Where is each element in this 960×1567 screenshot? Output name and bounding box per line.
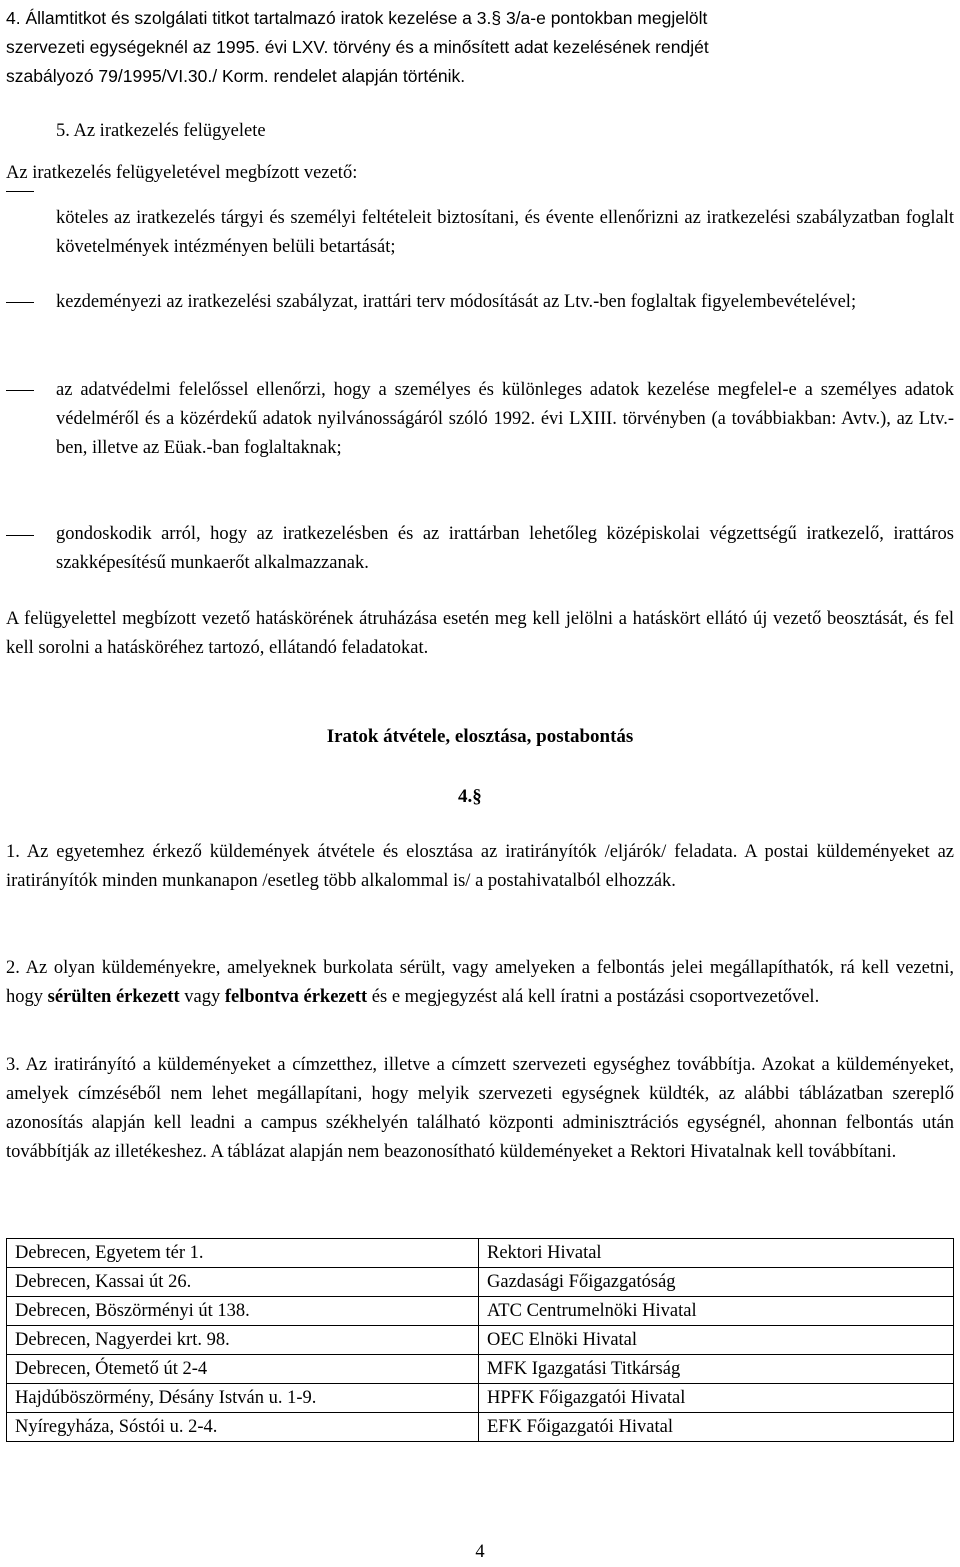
paragraph-4-line-2: szervezeti egységeknél az 1995. évi LXV. törvény és a minősített adat kezelésének rendjét	[6, 37, 709, 57]
table-cell-address: Debrecen, Kassai út 26.	[7, 1268, 479, 1297]
table-cell-office: Gazdasági Főigazgatóság	[479, 1268, 954, 1297]
table-cell-office: ATC Centrumelnöki Hivatal	[479, 1297, 954, 1326]
emphasis-opened: felbontva érkezett	[224, 987, 368, 1007]
page-number: 4	[475, 1542, 485, 1562]
list-item: köteles az iratkezelés tárgyi és személyi feltételeit biztosítani, és évente ellenőrizni az iratkezelési szabályzatban foglalt követelmények intézményen belüli betartását;	[56, 208, 954, 257]
table-cell-address: Debrecen, Egyetem tér 1.	[7, 1239, 479, 1268]
bullet-dash	[6, 390, 34, 391]
paragraph-2-text: és e megjegyzést alá kell íratni a postázási csoportvezetővel.	[367, 987, 820, 1007]
table-cell-address: Debrecen, Ótemető út 2-4	[7, 1355, 479, 1384]
paragraph-2-text: vagy	[179, 987, 225, 1007]
list-item: gondoskodik arról, hogy az iratkezelésben és az irattárban lehetőleg középiskolai végzettségű iratkezelő, irattáros szakképesítésű munkaerőt alkalmazzanak.	[56, 524, 954, 573]
list-item: kezdeményezi az iratkezelési szabályzat, irattári terv módosítását az Ltv.-ben foglaltak figyelembevételével;	[56, 292, 857, 312]
paragraph-1: 1. Az egyetemhez érkező küldemények átvétele és elosztása az iratirányítók /eljárók/ feladata. A postai küldeményeket az iratirányítók minden munkanapon /esetleg több alkalommal is/ a postahivatalból elhozzák.	[6, 842, 954, 891]
address-office-table	[6, 1238, 954, 1442]
table-cell-address: Nyíregyháza, Sóstói u. 2-4.	[7, 1413, 479, 1442]
table-cell-address: Debrecen, Nagyerdei krt. 98.	[7, 1326, 479, 1355]
table-cell-office: MFK Igazgatási Titkárság	[479, 1355, 954, 1384]
paragraph-2	[6, 954, 954, 1012]
table-cell-address: Hajdúböszörmény, Désány István u. 1-9.	[7, 1384, 479, 1413]
table-cell-office: EFK Főigazgatói Hivatal	[479, 1413, 954, 1442]
section-5-title: 5. Az iratkezelés felügyelete	[56, 121, 266, 141]
section-heading: Iratok átvétele, elosztása, postabontás	[326, 726, 634, 747]
section-number: 4.§	[458, 786, 482, 807]
table-row	[7, 1384, 954, 1413]
table-cell-office: Rektori Hivatal	[479, 1239, 954, 1268]
list-item: az adatvédelmi felelőssel ellenőrzi, hogy a személyes és különleges adatok kezelése megfelel-e a személyes adatok védelméről és a közérdekű adatok nyilvánosságáról szóló 1992. évi LXIII. törvényben (a továbbiakban: Avtv.), az Ltv.-ben, illetve az Eüak.-ban foglaltaknak;	[56, 380, 954, 458]
table-cell-office: HPFK Főigazgatói Hivatal	[479, 1384, 954, 1413]
table-row	[7, 1268, 954, 1297]
table-row	[7, 1326, 954, 1355]
bullet-dash	[6, 535, 34, 536]
table-row	[7, 1355, 954, 1384]
table-row	[7, 1297, 954, 1326]
paragraph-4-line-3: szabályozó 79/1995/VI.30./ Korm. rendelet alapján történik.	[6, 66, 466, 86]
table-cell-address: Debrecen, Böszörményi út 138.	[7, 1297, 479, 1326]
paragraph-2-text: 2. Az olyan küldeményekre, amelyeknek burkolata sérült, vagy amelyeken a felbontás jelei megállapíthatók, rá kell vezetni, hogy	[6, 958, 954, 1007]
bullet-dash	[6, 302, 34, 303]
bullet-dash	[6, 191, 34, 192]
section-5-closing: A felügyelettel megbízott vezető hatáskörének átruházása esetén meg kell jelölni a hatáskört ellátó új vezető beosztását, és fel kell sorolni a hatásköréhez tartozó, ellátandó feladatokat.	[6, 609, 954, 658]
paragraph-4-line-1: 4. Államtitkot és szolgálati titkot tartalmazó iratok kezelése a 3.§ 3/a-e pontokban megjelölt	[6, 8, 708, 28]
emphasis-damaged: sérülten érkezett	[47, 987, 180, 1007]
section-5-intro: Az iratkezelés felügyeletével megbízott vezető:	[6, 163, 358, 183]
paragraph-3: 3. Az iratirányító a küldeményeket a címzetthez, illetve a címzett szervezeti egységhez továbbítja. Azokat a küldeményeket, amelyek címzéséből nem lehet megállapítani, hogy melyik szervezeti egységnek küldték, az alábbi táblázatban szereplő azonosítás alapján kell leadni a campus székhelyén található központi adminisztrációs egységnél, ahonnan felbontás után továbbítják az illetékeshez. A táblázat alapján nem beazonosítható küldeményeket a Rektori Hivatalnak kell továbbítani.	[6, 1055, 954, 1162]
table-cell-office: OEC Elnöki Hivatal	[479, 1326, 954, 1355]
table-row	[7, 1239, 954, 1268]
table-row	[7, 1413, 954, 1442]
